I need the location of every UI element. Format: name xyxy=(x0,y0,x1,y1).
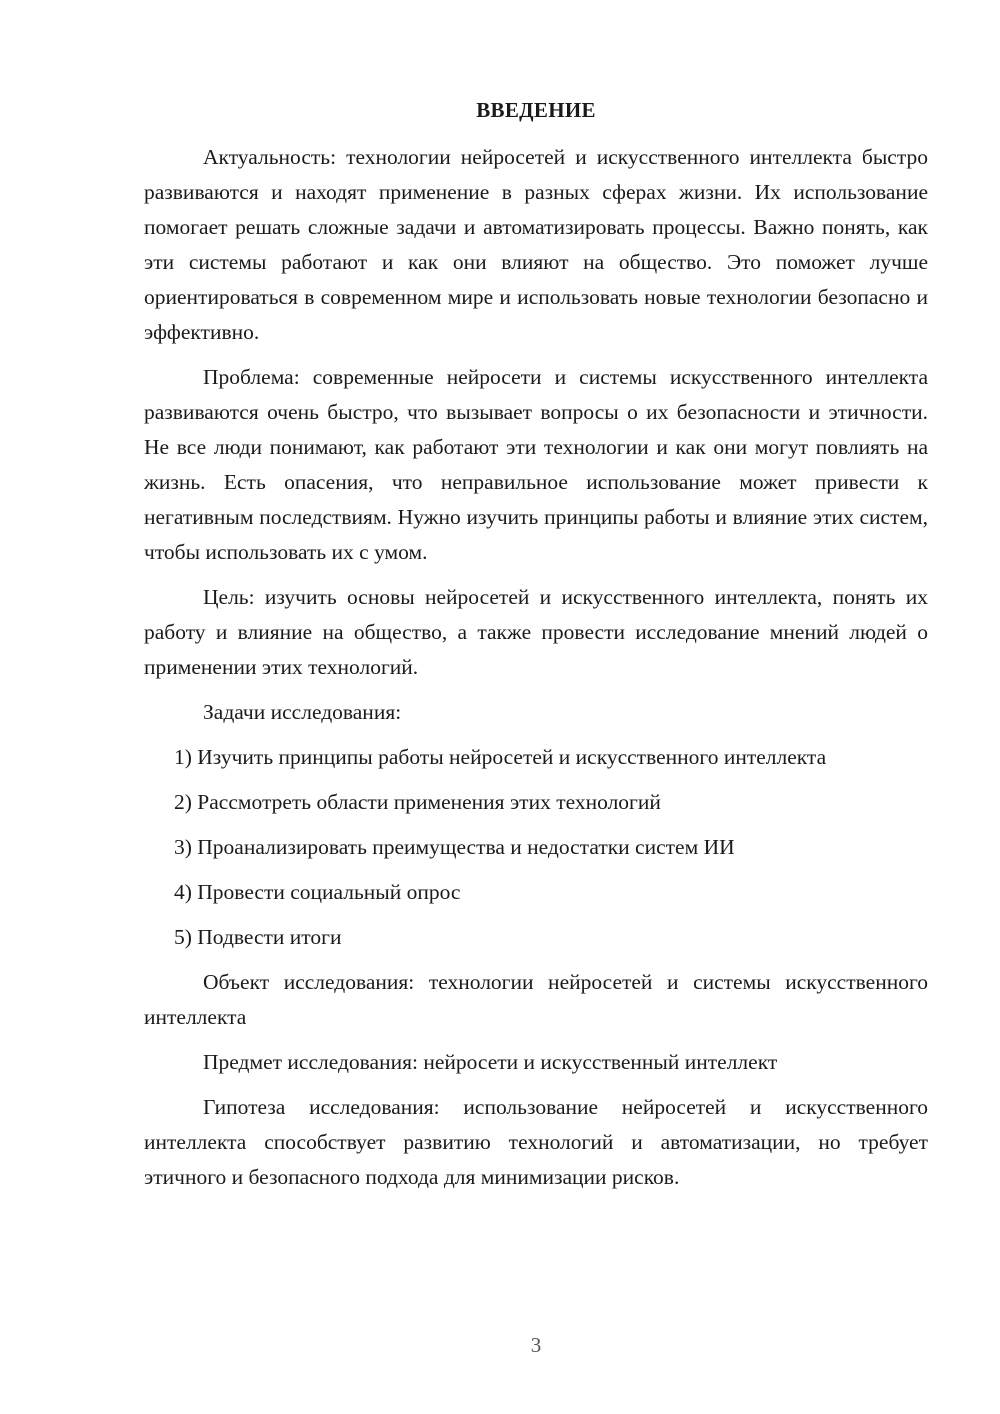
paragraph-relevance: Актуальность: технологии нейросетей и искусственного интеллекта быстро развиваются и находят применение в разных сферах жизни. Их использование помогает решать сложные задачи и автоматизировать процессы. Важно понять, как эти системы работают и как они влияют на общество. Это поможет лучше ориентироваться в современном мире и использовать новые технологии безопасно и эффективно. xyxy=(144,145,928,344)
paragraph-object: Объект исследования: технологии нейросетей и системы искусственного интеллекта xyxy=(144,970,928,1029)
paragraph-goal: Цель: изучить основы нейросетей и искусственного интеллекта, понять их работу и влияние на общество, а также провести исследование мнений людей о применении этих технологий. xyxy=(144,585,928,679)
tasks-heading: Задачи исследования: xyxy=(203,700,402,724)
task-item: 5) Подвести итоги xyxy=(174,925,342,949)
page-title: ВВЕДЕНИЕ xyxy=(476,98,596,122)
task-item: 4) Провести социальный опрос xyxy=(174,880,461,904)
task-item: 3) Проанализировать преимущества и недостатки систем ИИ xyxy=(174,835,735,859)
page-content xyxy=(144,96,928,1205)
paragraph-subject: Предмет исследования: нейросети и искусственный интеллект xyxy=(203,1050,778,1074)
page-number: 3 xyxy=(530,1333,542,1357)
tasks-list xyxy=(144,740,928,955)
paragraph-hypothesis: Гипотеза исследования: использование нейросетей и искусственного интеллекта способствует развитию технологий и автоматизации, но требует этичного и безопасного подхода для минимизации рисков. xyxy=(144,1095,928,1189)
paragraph-problem: Проблема: современные нейросети и системы искусственного интеллекта развиваются очень быстро, что вызывает вопросы о их безопасности и этичности. Не все люди понимают, как работают эти технологии и как они могут повлиять на жизнь. Есть опасения, что неправильное использование может привести к негативным последствиям. Нужно изучить принципы работы и влияние этих систем, чтобы использовать их с умом. xyxy=(144,365,928,564)
task-item: 2) Рассмотреть области применения этих технологий xyxy=(174,790,661,814)
task-item: 1) Изучить принципы работы нейросетей и искусственного интеллекта xyxy=(174,745,827,769)
